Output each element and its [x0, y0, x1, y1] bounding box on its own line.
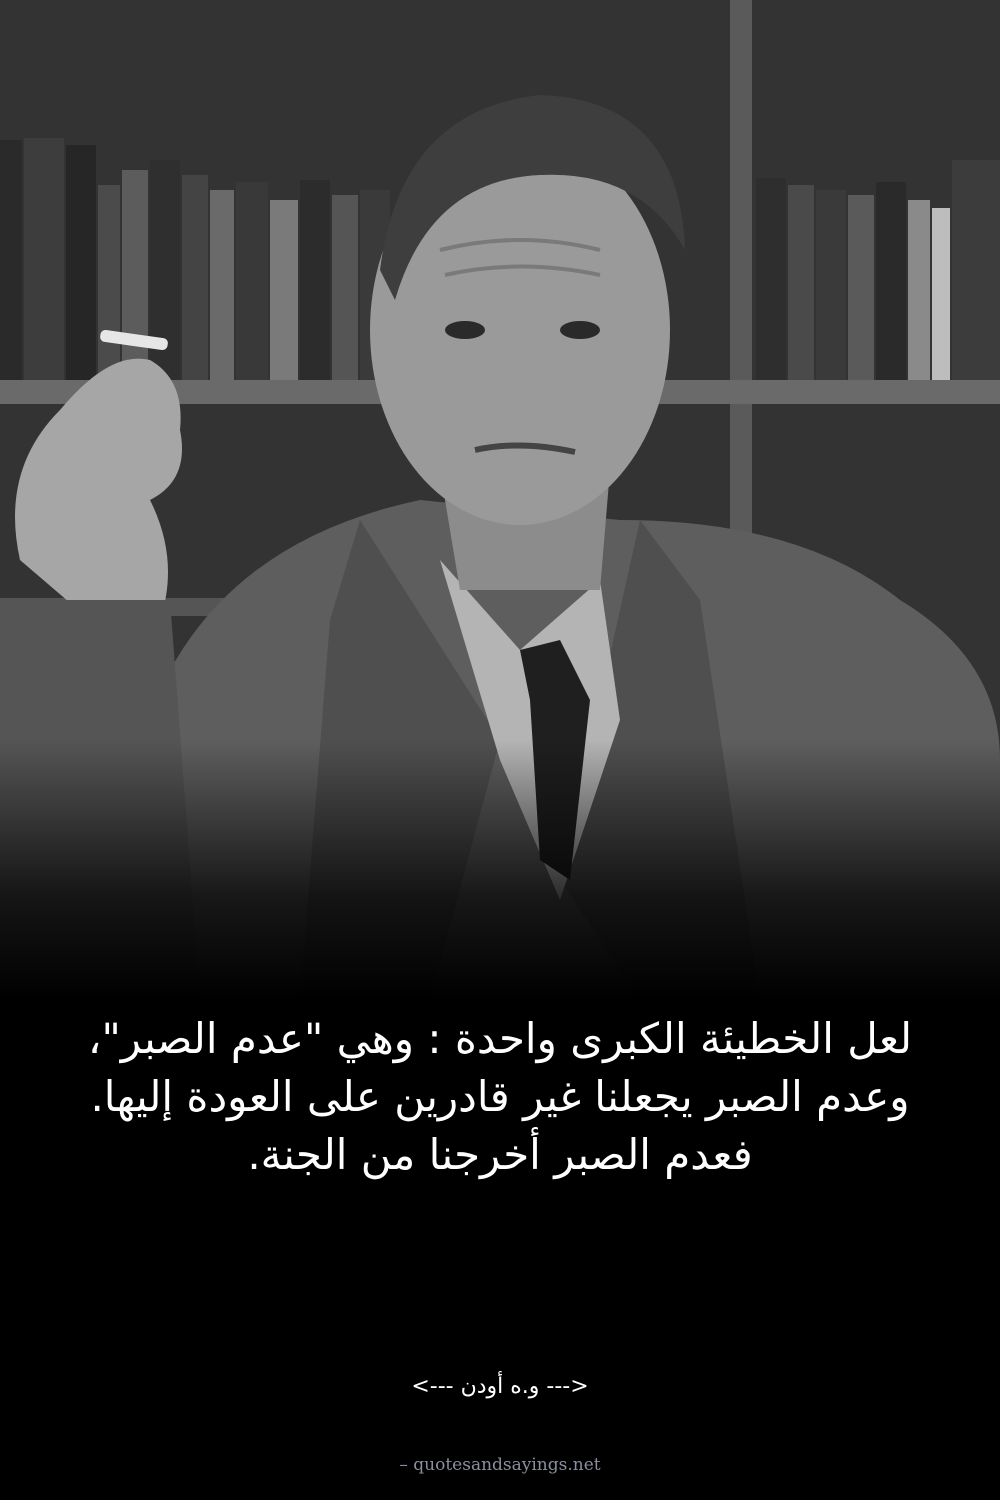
- photo-fade-overlay: [0, 740, 1000, 1000]
- site-watermark: – quotesandsayings.net: [399, 1455, 601, 1475]
- quote-text: لعل الخطيئة الكبرى واحدة : وهي "عدم الصبر"، وعدم الصبر يجعلنا غير قادرين على العودة إليها. فعدم الصبر أخرجنا من الجنة.: [87, 1014, 913, 1179]
- eye-left: [445, 321, 485, 339]
- author-attribution: <--- و.ه أودن --->: [411, 1374, 589, 1399]
- books-right: [756, 160, 1000, 380]
- eye-right: [560, 321, 600, 339]
